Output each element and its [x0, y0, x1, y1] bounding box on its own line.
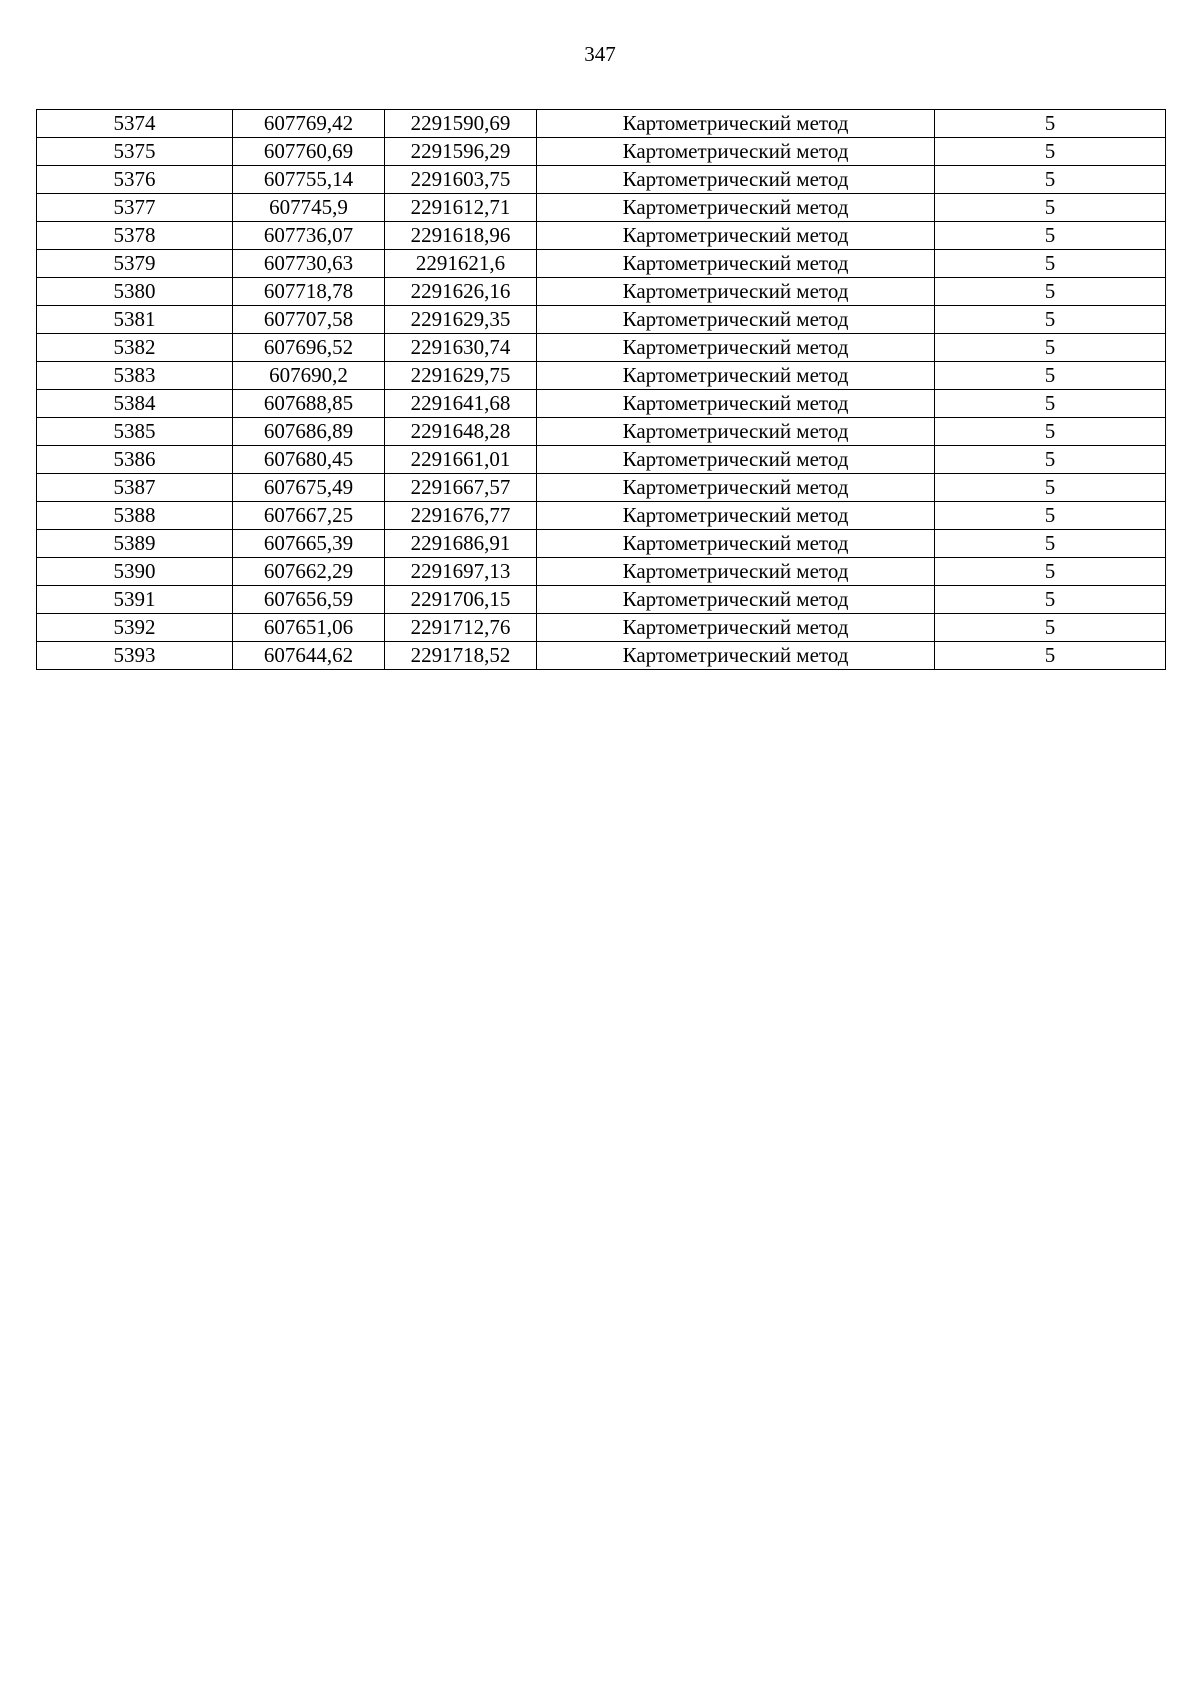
- table-row: [37, 502, 1166, 530]
- table-row: [37, 306, 1166, 334]
- table-row: [37, 110, 1166, 138]
- method-cell: Картометрический метод: [537, 194, 935, 222]
- table-row: [37, 334, 1166, 362]
- y-coordinate-cell: 2291590,69: [385, 110, 537, 138]
- x-coordinate-cell: 607662,29: [233, 558, 385, 586]
- x-coordinate-cell: 607667,25: [233, 502, 385, 530]
- x-coordinate-cell: 607686,89: [233, 418, 385, 446]
- y-coordinate-cell: 2291706,15: [385, 586, 537, 614]
- point-number-cell: 5375: [37, 138, 233, 166]
- point-number-cell: 5391: [37, 586, 233, 614]
- point-number-cell: 5374: [37, 110, 233, 138]
- accuracy-cell: 5: [935, 250, 1166, 278]
- accuracy-cell: 5: [935, 502, 1166, 530]
- x-coordinate-cell: 607644,62: [233, 642, 385, 670]
- point-number-cell: 5377: [37, 194, 233, 222]
- method-cell: Картометрический метод: [537, 418, 935, 446]
- accuracy-cell: 5: [935, 194, 1166, 222]
- y-coordinate-cell: 2291618,96: [385, 222, 537, 250]
- method-cell: Картометрический метод: [537, 474, 935, 502]
- point-number-cell: 5389: [37, 530, 233, 558]
- accuracy-cell: 5: [935, 334, 1166, 362]
- accuracy-cell: 5: [935, 530, 1166, 558]
- table-row: [37, 166, 1166, 194]
- point-number-cell: 5393: [37, 642, 233, 670]
- x-coordinate-cell: 607651,06: [233, 614, 385, 642]
- method-cell: Картометрический метод: [537, 502, 935, 530]
- x-coordinate-cell: 607688,85: [233, 390, 385, 418]
- point-number-cell: 5381: [37, 306, 233, 334]
- method-cell: Картометрический метод: [537, 446, 935, 474]
- x-coordinate-cell: 607656,59: [233, 586, 385, 614]
- y-coordinate-cell: 2291686,91: [385, 530, 537, 558]
- method-cell: Картометрический метод: [537, 362, 935, 390]
- accuracy-cell: 5: [935, 222, 1166, 250]
- x-coordinate-cell: 607730,63: [233, 250, 385, 278]
- table-row: [37, 390, 1166, 418]
- table-row: [37, 194, 1166, 222]
- x-coordinate-cell: 607696,52: [233, 334, 385, 362]
- y-coordinate-cell: 2291629,35: [385, 306, 537, 334]
- y-coordinate-cell: 2291718,52: [385, 642, 537, 670]
- point-number-cell: 5380: [37, 278, 233, 306]
- x-coordinate-cell: 607745,9: [233, 194, 385, 222]
- table-row: [37, 530, 1166, 558]
- method-cell: Картометрический метод: [537, 390, 935, 418]
- coordinates-table-body: [37, 110, 1166, 670]
- point-number-cell: 5392: [37, 614, 233, 642]
- method-cell: Картометрический метод: [537, 334, 935, 362]
- point-number-cell: 5378: [37, 222, 233, 250]
- x-coordinate-cell: 607755,14: [233, 166, 385, 194]
- point-number-cell: 5385: [37, 418, 233, 446]
- y-coordinate-cell: 2291676,77: [385, 502, 537, 530]
- coordinates-table: [36, 109, 1166, 670]
- y-coordinate-cell: 2291667,57: [385, 474, 537, 502]
- method-cell: Картометрический метод: [537, 586, 935, 614]
- method-cell: Картометрический метод: [537, 222, 935, 250]
- method-cell: Картометрический метод: [537, 166, 935, 194]
- table-row: [37, 250, 1166, 278]
- accuracy-cell: 5: [935, 418, 1166, 446]
- point-number-cell: 5376: [37, 166, 233, 194]
- point-number-cell: 5382: [37, 334, 233, 362]
- point-number-cell: 5386: [37, 446, 233, 474]
- point-number-cell: 5379: [37, 250, 233, 278]
- x-coordinate-cell: 607769,42: [233, 110, 385, 138]
- accuracy-cell: 5: [935, 474, 1166, 502]
- accuracy-cell: 5: [935, 586, 1166, 614]
- y-coordinate-cell: 2291612,71: [385, 194, 537, 222]
- table-row: [37, 642, 1166, 670]
- y-coordinate-cell: 2291712,76: [385, 614, 537, 642]
- table-row: [37, 586, 1166, 614]
- method-cell: Картометрический метод: [537, 558, 935, 586]
- x-coordinate-cell: 607690,2: [233, 362, 385, 390]
- y-coordinate-cell: 2291626,16: [385, 278, 537, 306]
- accuracy-cell: 5: [935, 558, 1166, 586]
- accuracy-cell: 5: [935, 446, 1166, 474]
- point-number-cell: 5383: [37, 362, 233, 390]
- y-coordinate-cell: 2291621,6: [385, 250, 537, 278]
- x-coordinate-cell: 607665,39: [233, 530, 385, 558]
- point-number-cell: 5388: [37, 502, 233, 530]
- x-coordinate-cell: 607675,49: [233, 474, 385, 502]
- method-cell: Картометрический метод: [537, 530, 935, 558]
- y-coordinate-cell: 2291630,74: [385, 334, 537, 362]
- table-row: [37, 558, 1166, 586]
- point-number-cell: 5384: [37, 390, 233, 418]
- point-number-cell: 5390: [37, 558, 233, 586]
- page-number: 347: [584, 42, 616, 66]
- table-row: [37, 474, 1166, 502]
- method-cell: Картометрический метод: [537, 278, 935, 306]
- method-cell: Картометрический метод: [537, 138, 935, 166]
- x-coordinate-cell: 607760,69: [233, 138, 385, 166]
- table-row: [37, 222, 1166, 250]
- accuracy-cell: 5: [935, 166, 1166, 194]
- y-coordinate-cell: 2291629,75: [385, 362, 537, 390]
- method-cell: Картометрический метод: [537, 306, 935, 334]
- x-coordinate-cell: 607736,07: [233, 222, 385, 250]
- accuracy-cell: 5: [935, 278, 1166, 306]
- x-coordinate-cell: 607718,78: [233, 278, 385, 306]
- table-row: [37, 418, 1166, 446]
- method-cell: Картометрический метод: [537, 110, 935, 138]
- accuracy-cell: 5: [935, 642, 1166, 670]
- accuracy-cell: 5: [935, 390, 1166, 418]
- y-coordinate-cell: 2291697,13: [385, 558, 537, 586]
- x-coordinate-cell: 607680,45: [233, 446, 385, 474]
- y-coordinate-cell: 2291648,28: [385, 418, 537, 446]
- table-row: [37, 446, 1166, 474]
- accuracy-cell: 5: [935, 614, 1166, 642]
- y-coordinate-cell: 2291596,29: [385, 138, 537, 166]
- method-cell: Картометрический метод: [537, 642, 935, 670]
- table-row: [37, 362, 1166, 390]
- accuracy-cell: 5: [935, 362, 1166, 390]
- y-coordinate-cell: 2291661,01: [385, 446, 537, 474]
- accuracy-cell: 5: [935, 138, 1166, 166]
- method-cell: Картометрический метод: [537, 614, 935, 642]
- y-coordinate-cell: 2291641,68: [385, 390, 537, 418]
- table-row: [37, 614, 1166, 642]
- point-number-cell: 5387: [37, 474, 233, 502]
- y-coordinate-cell: 2291603,75: [385, 166, 537, 194]
- accuracy-cell: 5: [935, 110, 1166, 138]
- method-cell: Картометрический метод: [537, 250, 935, 278]
- table-row: [37, 138, 1166, 166]
- x-coordinate-cell: 607707,58: [233, 306, 385, 334]
- table-row: [37, 278, 1166, 306]
- accuracy-cell: 5: [935, 306, 1166, 334]
